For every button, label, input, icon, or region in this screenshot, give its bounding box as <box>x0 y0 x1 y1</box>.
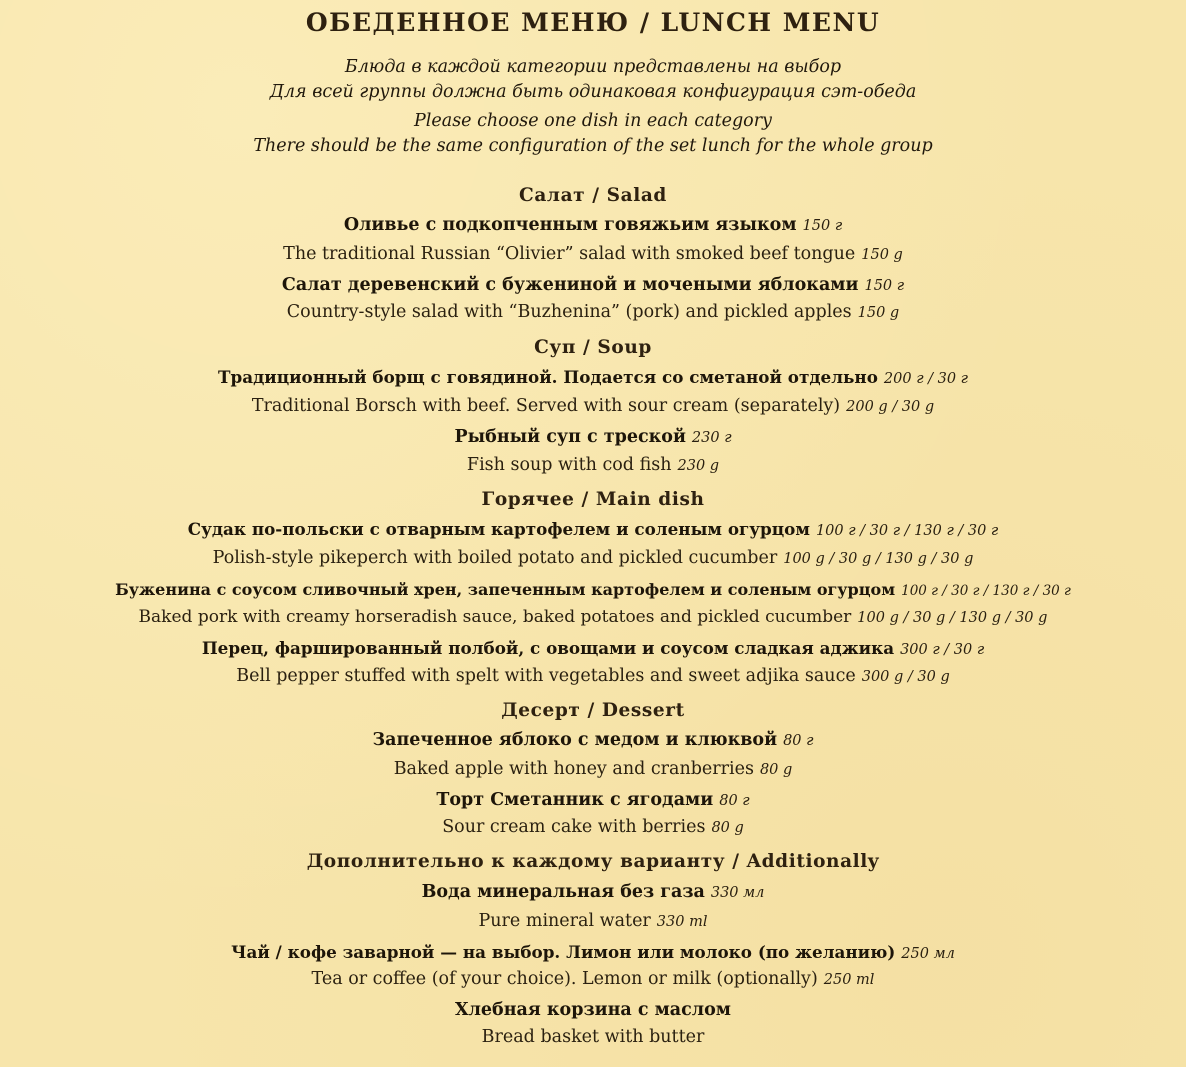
section-heading-salad: Салат / Salad <box>519 185 667 206</box>
subtitle-line-en-1: Please choose one dish in each category <box>414 111 772 131</box>
dish-ru <box>0 884 1186 902</box>
dish-weight-ru: 100 г / 30 г / 130 г / 30 г <box>815 523 999 539</box>
dish-weight-en: 150 g <box>861 247 903 263</box>
subtitle-line-ru-1: Блюда в каждой категории представлены на выбор <box>344 57 842 77</box>
dish-name-ru: Буженина с соусом сливочный хрен, запеченным картофелем и соленым огурцом <box>115 580 896 599</box>
dish-weight-en: 100 g / 30 g / 130 g / 30 g <box>857 610 1048 626</box>
dish-name-en: Bread basket with butter <box>481 1027 705 1047</box>
dish-name-ru: Запеченное яблоко с медом и клюквой <box>372 730 778 750</box>
dish-weight-en: 80 g <box>711 820 744 836</box>
dish-weight-ru: 330 мл <box>710 885 765 901</box>
dish-ru <box>0 732 1186 750</box>
dish-weight-ru: 80 г <box>783 733 814 749</box>
dish-weight-en: 300 g / 30 g <box>861 669 950 685</box>
dish-weight-ru: 150 г <box>864 278 905 294</box>
dish-name-en: Pure mineral water <box>478 911 651 931</box>
dish-weight-ru: 80 г <box>719 793 750 809</box>
dish-en <box>0 971 1186 989</box>
dish-ru <box>0 369 1186 387</box>
dish-name-en: Sour cream cake with berries <box>442 817 706 837</box>
dish-en <box>0 246 1186 264</box>
dish-name-ru: Вода минеральная без газа <box>421 882 705 902</box>
dish-en <box>0 819 1186 837</box>
subtitle-line-en-2: There should be the same configuration of the set lunch for the whole group <box>253 136 933 156</box>
dish-name-ru: Перец, фаршированный полбой, с овощами и соусом сладкая аджика <box>201 638 895 658</box>
section-heading-main-dish: Горячее / Main dish <box>481 489 705 510</box>
dish-name-ru: Традиционный борщ с говядиной. Подается со сметаной отдельно <box>217 367 878 387</box>
dish-weight-ru: 200 г / 30 г <box>883 371 969 387</box>
dish-weight-ru: 150 г <box>802 218 843 234</box>
dish-en <box>0 609 1186 626</box>
dish-en <box>0 304 1186 322</box>
dish-ru <box>0 944 1186 962</box>
dish-name-en: Polish-style pikeperch with boiled potato and pickled cucumber <box>212 548 778 568</box>
dish-weight-ru: 300 г / 30 г <box>900 642 985 658</box>
dish-weight-ru: 250 мл <box>901 946 955 962</box>
dish-name-en: Tea or coffee (of your choice). Lemon or milk (optionally) <box>311 969 818 989</box>
dish-ru <box>0 521 1186 539</box>
dish-ru <box>0 1002 1186 1020</box>
dish-en <box>0 913 1186 931</box>
dish-name-en: Traditional Borsch with beef. Served with sour cream (separately) <box>251 396 841 416</box>
dish-name-en: Country-style salad with “Buzhenina” (pork) and pickled apples <box>286 302 852 322</box>
dish-ru <box>0 792 1186 810</box>
dish-weight-en: 330 ml <box>656 914 708 930</box>
section-heading-additionally: Дополнительно к каждому варианту / Additionally <box>306 851 880 872</box>
dish-name-ru: Судак по-польски с отварным картофелем и соленым огурцом <box>187 519 810 539</box>
section-heading-soup: Суп / Soup <box>534 337 652 358</box>
dish-en <box>0 550 1186 568</box>
dish-ru <box>0 582 1186 599</box>
subtitle-line-ru-2: Для всей группы должна быть одинаковая конфигурация сэт-обеда <box>269 82 917 102</box>
dish-name-ru: Торт Сметанник с ягодами <box>436 790 714 810</box>
dish-weight-en: 230 g <box>677 458 720 474</box>
dish-weight-ru: 230 г <box>691 430 732 446</box>
dish-name-en: Bell pepper stuffed with spelt with vegetables and sweet adjika sauce <box>236 666 856 686</box>
dish-name-en: Baked apple with honey and cranberries <box>393 759 754 779</box>
dish-weight-ru: 100 г / 30 г / 130 г / 30 г <box>901 583 1071 599</box>
dish-ru <box>0 217 1186 235</box>
dish-weight-en: 80 g <box>759 762 793 778</box>
dish-name-ru: Рыбный суп с треской <box>454 427 686 447</box>
dish-en <box>0 1029 1186 1047</box>
dish-en <box>0 398 1186 416</box>
dish-name-en: The traditional Russian “Olivier” salad with smoked beef tongue <box>283 244 856 264</box>
dish-en <box>0 761 1186 779</box>
dish-ru <box>0 277 1186 295</box>
dish-name-en: Baked pork with creamy horseradish sauce, baked potatoes and pickled cucumber <box>138 607 852 627</box>
dish-weight-en: 100 g / 30 g / 130 g / 30 g <box>783 551 974 567</box>
dish-weight-en: 200 g / 30 g <box>846 399 935 415</box>
dish-ru <box>0 640 1186 658</box>
dish-weight-en: 250 ml <box>823 972 875 988</box>
section-heading-dessert: Десерт / Dessert <box>501 700 685 721</box>
menu-title: ОБЕДЕННОЕ МЕНЮ / LUNCH MENU <box>305 8 881 37</box>
dish-name-ru: Салат деревенский с бужениной и мочеными яблоками <box>281 275 859 295</box>
dish-name-ru: Оливье с подкопченным говяжьим языком <box>343 215 797 235</box>
dish-en <box>0 457 1186 475</box>
dish-name-en: Fish soup with cod fish <box>466 455 672 475</box>
dish-name-ru: Хлебная корзина с маслом <box>455 1000 731 1020</box>
dish-en <box>0 668 1186 686</box>
dish-weight-en: 150 g <box>857 305 900 321</box>
dish-name-ru: Чай / кофе заварной — на выбор. Лимон или молоко (по желанию) <box>231 942 896 962</box>
dish-ru <box>0 429 1186 447</box>
